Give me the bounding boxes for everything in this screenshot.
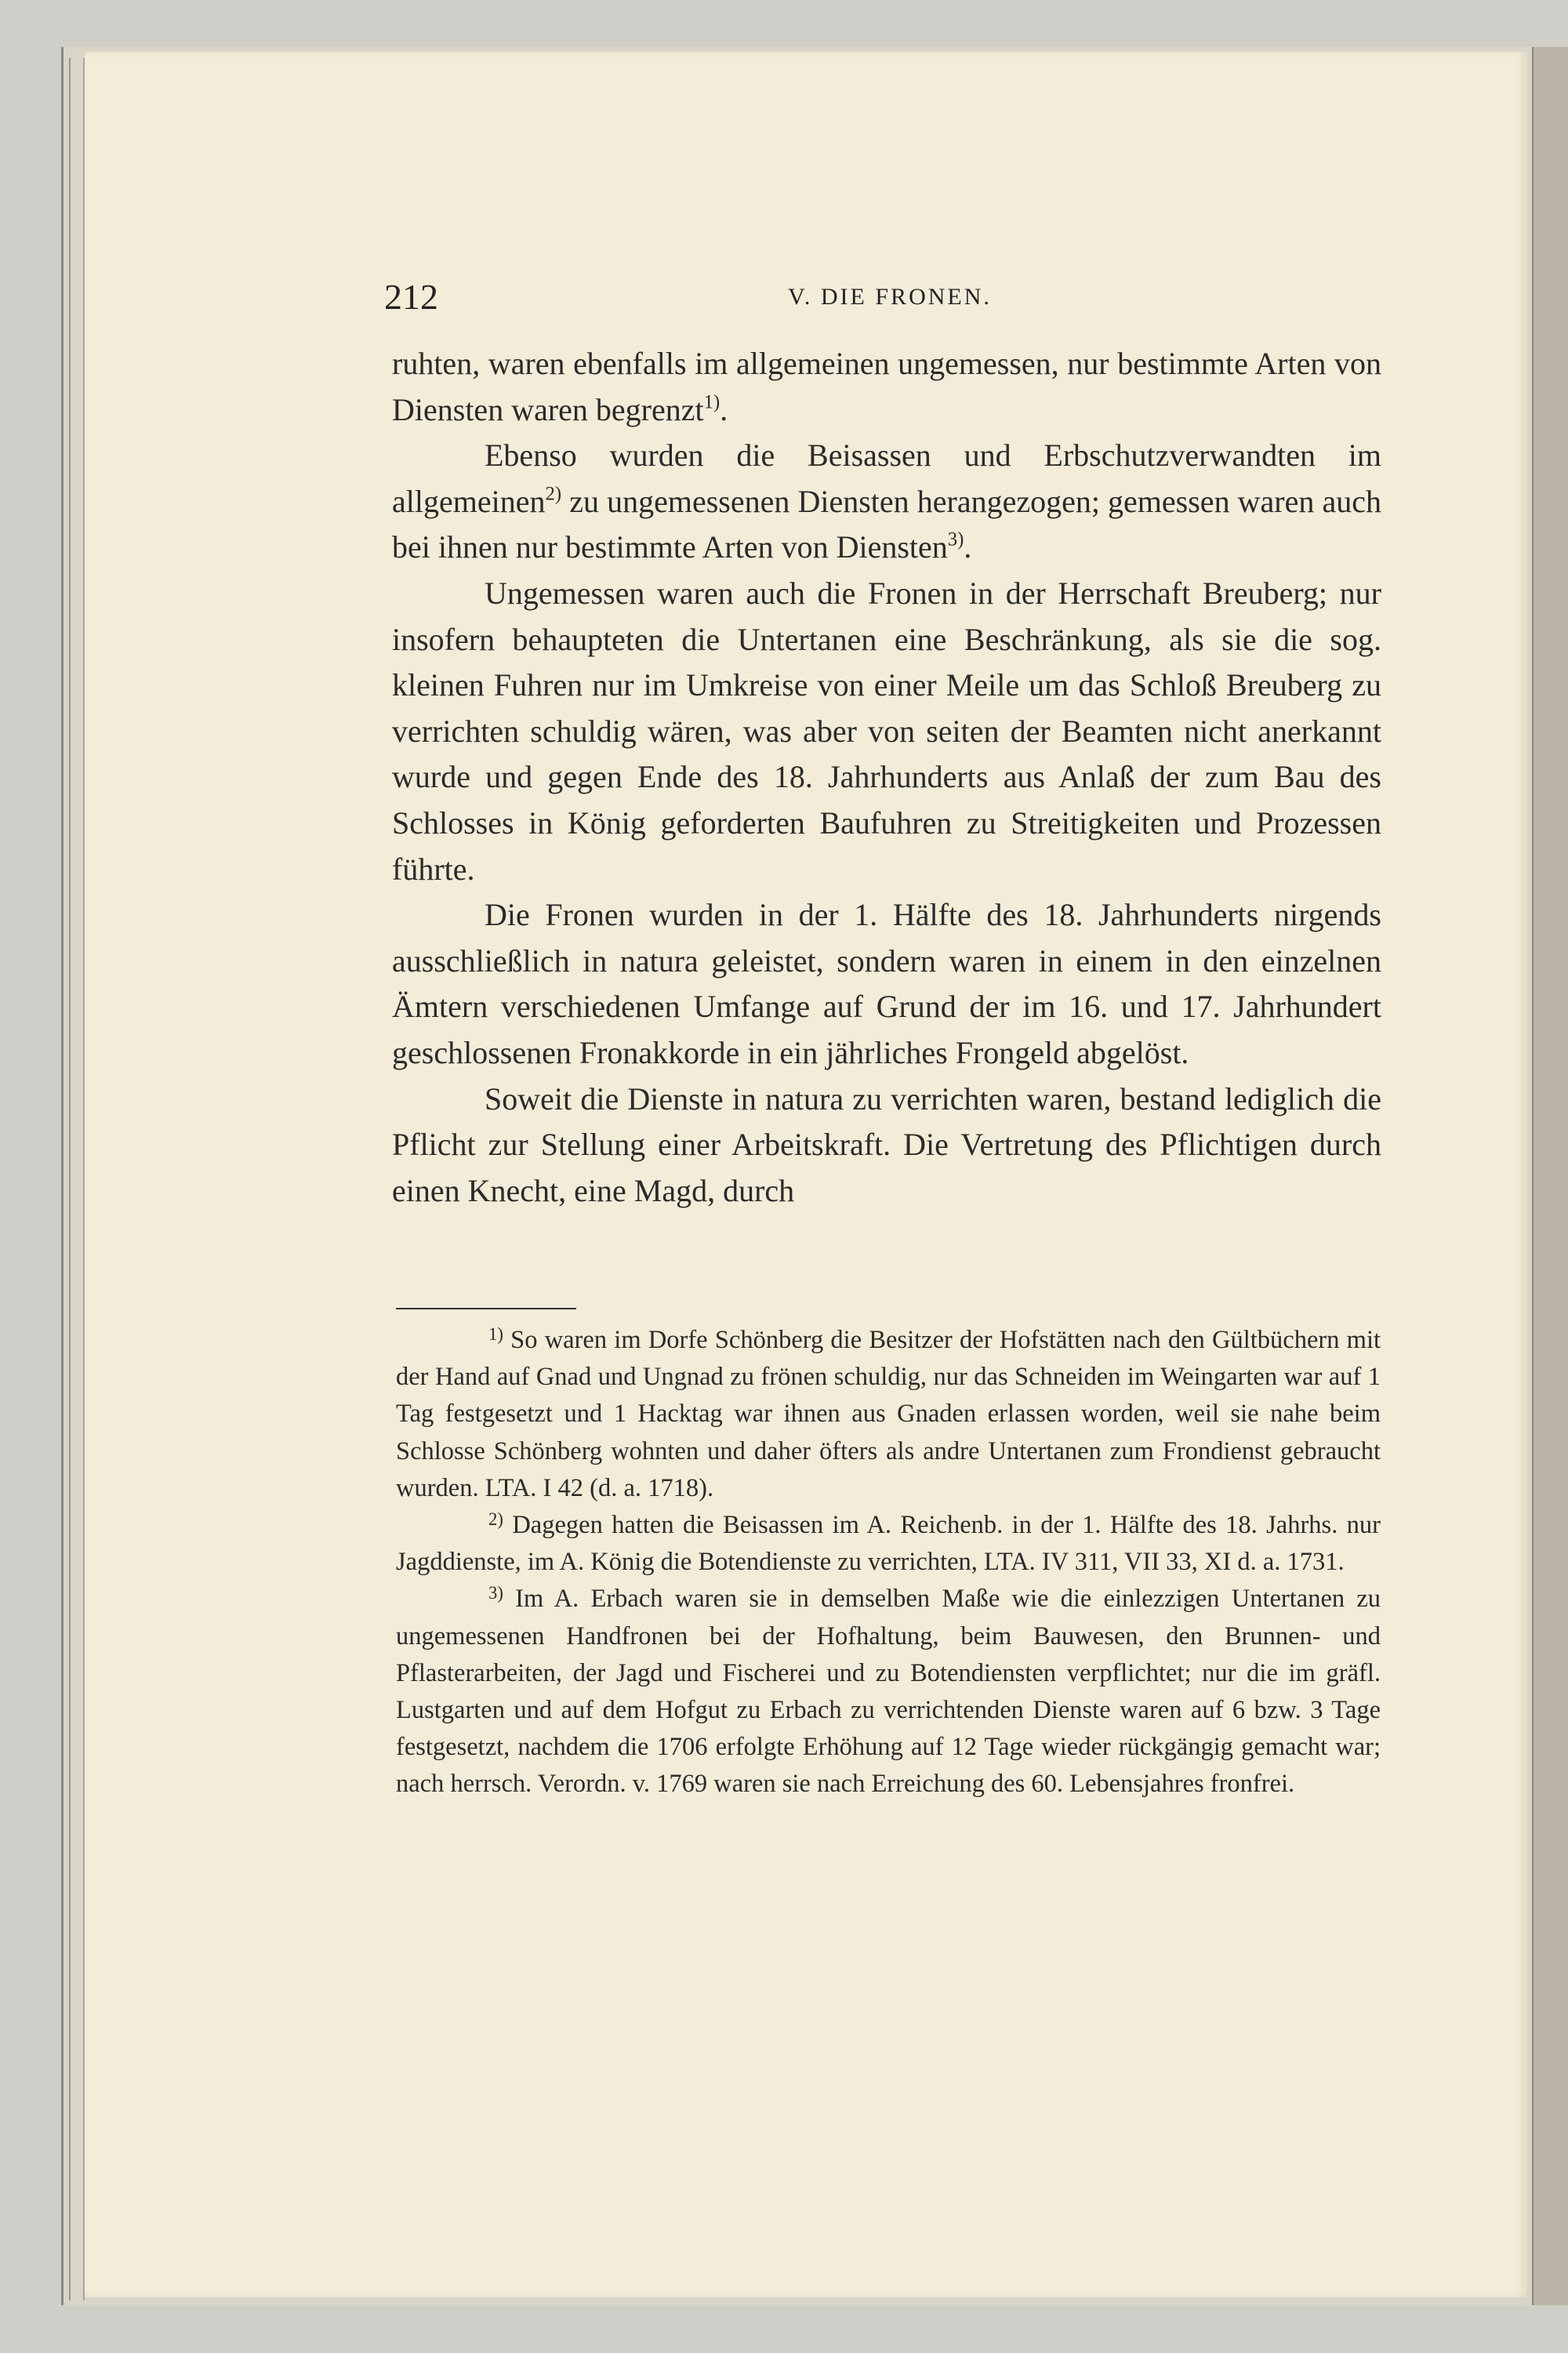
footnotes <box>396 1322 1381 1803</box>
paragraph-4: Die Fronen wurden in der 1. Hälfte des 18. Jahrhunderts nirgends ausschließlich in natura geleistet, sondern waren in einem in den einzelnen Ämtern verschiedenen Umfange auf Grund der im 16. und 17. Jahrhundert geschlossenen Fronakkorde in ein jährliches Frongeld abgelöst. <box>392 897 1381 1070</box>
paragraph-2a-text: Ebenso wurden die Beisassen und Erbschutzverwandten im allgemeinen <box>392 438 1381 519</box>
footnote-1-text: So waren im Dorfe Schönberg die Besitzer der Hofstätten nach den Gültbüchern mit der Hand auf Gnad und Ungnad zu frönen schuldig, nur das Schneiden im Weingarten war auf 1 Tag festgesetzt und 1 Hacktag war ihnen aus Gnaden erlassen worden, weil sie nahe beim Schlosse Schönberg wohnten und daher öfters als andre Untertanen zum Frondienst gebraucht wurden. LTA. I 42 (d. a. 1718). <box>396 1326 1381 1502</box>
footnote-1 <box>396 1322 1381 1507</box>
paragraph-1-end: . <box>720 391 728 427</box>
paragraph-1 <box>392 341 1381 433</box>
footnote-2-text: Dagegen hatten die Beisassen im A. Reichenb. in der 1. Hälfte des 18. Jahrhs. nur Jagddienste, im A. König die Botendienste zu verrichten, LTA. IV 311, VII 33, XI d. a. 1731. <box>396 1511 1381 1577</box>
page-number: 212 <box>384 277 438 317</box>
page-stack-edge <box>69 58 85 2300</box>
paragraph-2b-text: zu ungemessenen Diensten herangezogen; gemessen waren auch bei ihnen nur bestimmte Arten von Diensten <box>392 483 1381 565</box>
footnote-separator <box>396 1308 576 1309</box>
footnote-3 <box>396 1581 1381 1803</box>
footnote-2-mark: 2) <box>488 1509 503 1529</box>
facing-page-edge <box>1532 47 1568 2305</box>
footnote-3-mark: 3) <box>488 1583 503 1603</box>
footnote-ref-1: 1) <box>703 391 720 413</box>
footnote-ref-2: 2) <box>545 483 562 505</box>
footnote-2 <box>396 1507 1381 1581</box>
running-head: V. DIE FRONEN. <box>788 284 992 310</box>
paragraph-3: Ungemessen waren auch die Fronen in der Herrschaft Breuberg; nur insofern behaupteten die Untertanen eine Beschränkung, als sie die sog. kleinen Fuhren nur im Umkreise von einer Meile um das Schloß Breuberg zu verrichten schuldig wären, was aber von seiten der Beamten nicht anerkannt wurde und gegen Ende des 18. Jahrhunderts aus Anlaß der zum Bau des Schlosses in König geforderten Baufuhren zu Streitigkeiten und Prozessen führte. <box>392 575 1381 887</box>
paragraph-2 <box>392 433 1381 571</box>
paragraph-1-text: ruhten, waren ebenfalls im allgemeinen ungemessen, nur bestimmte Arten von Diensten waren begrenzt <box>392 346 1381 427</box>
paragraph-5: Soweit die Dienste in natura zu verrichten waren, bestand lediglich die Pflicht zur Stellung einer Arbeitskraft. Die Vertretung des Pflichtigen durch einen Knecht, eine Magd, durch <box>392 1080 1381 1208</box>
page-header <box>384 276 1396 323</box>
main-text <box>392 341 1381 1214</box>
footnote-ref-3: 3) <box>947 529 964 550</box>
paragraph-2-end: . <box>964 529 972 565</box>
footnote-3-text: Im A. Erbach waren sie in demselben Maße wie die einlezzigen Untertanen zu ungemessenen Handfronen bei der Hofhaltung, beim Bauwesen, den Brunnen- und Pflasterarbeiten, der Jagd und Fischerei und zu Botendiensten verpflichtet; nur die im gräfl. Lustgarten und auf dem Hofgut zu Erbach zu verrichtenden Dienste waren auf 6 bzw. 3 Tage festgesetzt, nachdem die 1706 erfolgte Erhöhung auf 12 Tage wieder rückgängig gemacht war; nach herrsch. Verordn. v. 1769 waren sie nach Erreichung des 60. Lebensjahres fronfrei. <box>396 1585 1381 1799</box>
footnote-1-mark: 1) <box>488 1324 503 1344</box>
